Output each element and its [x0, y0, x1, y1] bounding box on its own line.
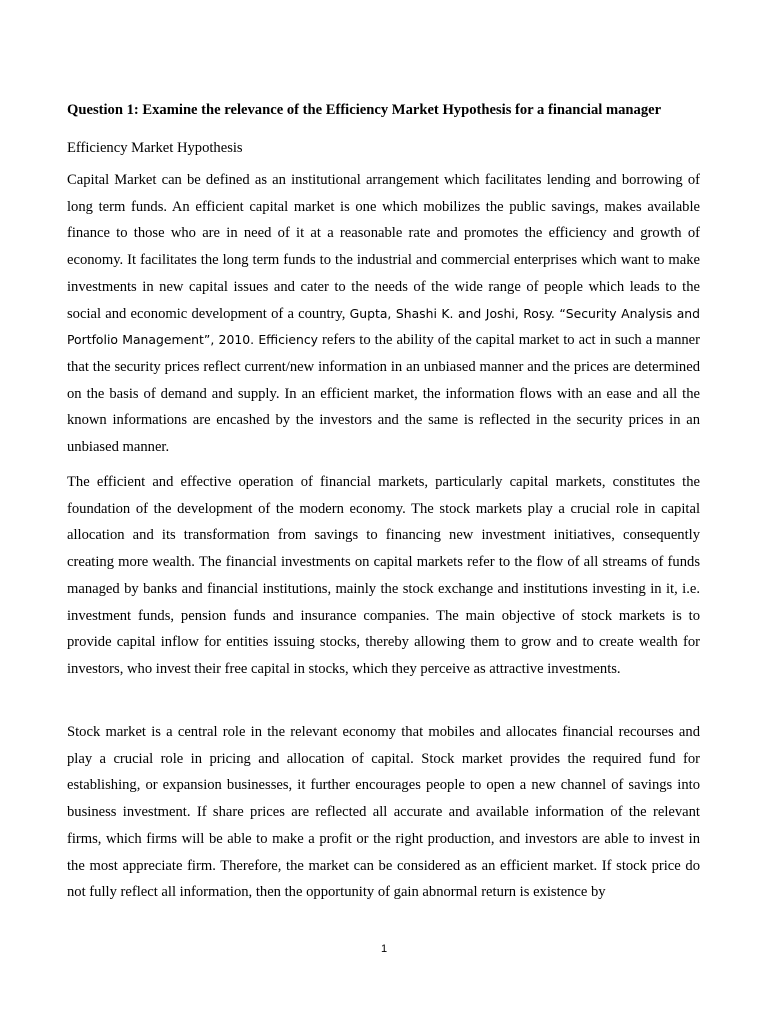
citation: Gupta, Shashi K. and Joshi, Rosy. “Security Analysis and Portfolio Management”, 2010. Efficiency [67, 305, 701, 348]
paragraph-stock-market: Stock market is a central role in the relevant economy that mobiles and allocates financial recourses and play a crucial role in pricing and allocation of capital. Stock market provides the required fund for establishing, or expansion businesses, it further encourages people to open a new channel of savings into business investment. If share prices are reflected all accurate and available information of the relevant firms, which firms will be able to make a profit or the right production, and investors are able to invest in the most appreciate firm. Therefore, the market can be considered as an efficient market. If stock price do not fully reflect all information, then the opportunity of gain abnormal return is existence by [67, 724, 700, 901]
section-heading: Efficiency Market Hypothesis [67, 140, 243, 156]
page-number: 1 [380, 943, 388, 955]
paragraph-financial-markets: The efficient and effective operation of financial markets, particularly capital markets, constitutes the foundation of the development of the modern economy. The stock markets play a crucial role in capital allocation and its transformation from savings to financing new investment initiatives, consequently creating more wealth. The financial investments on capital markets refer to the flow of all streams of funds managed by banks and financial institutions, mainly the stock exchange and institutions investing in it, i.e. investment funds, pension funds and insurance companies. The main objective of stock markets is to provide capital inflow for entities issuing stocks, thereby allowing them to grow and to create wealth for investors, who invest their free capital in stocks, which they perceive as attractive investments. [67, 474, 700, 677]
paragraph-text: refers to the ability of the capital market to act in such a manner that the security prices reflect current/new information in an unbiased manner and the prices are determined on the basis of demand and supply. In an efficient market, the information flows with an ease and all the known informations are encashed by the investors and the same is reflected in the security prices in an unbiased manner. [67, 332, 700, 456]
paragraph-text: Capital Market can be defined as an institutional arrangement which facilitates lending and borrowing of long term funds. An efficient capital market is one which mobilizes the public savings, makes available finance to those who are in need of it at a reasonable rate and promotes the efficiency and growth of economy. It facilitates the long term funds to the industrial and commercial enterprises which want to make investments in new capital issues and cater to the needs of the wide range of people which leads to the social and economic development of a country, [67, 172, 700, 322]
question-title: Question 1: Examine the relevance of the Efficiency Market Hypothesis for a financial manager [67, 102, 662, 118]
paragraph-capital-market [67, 167, 700, 461]
